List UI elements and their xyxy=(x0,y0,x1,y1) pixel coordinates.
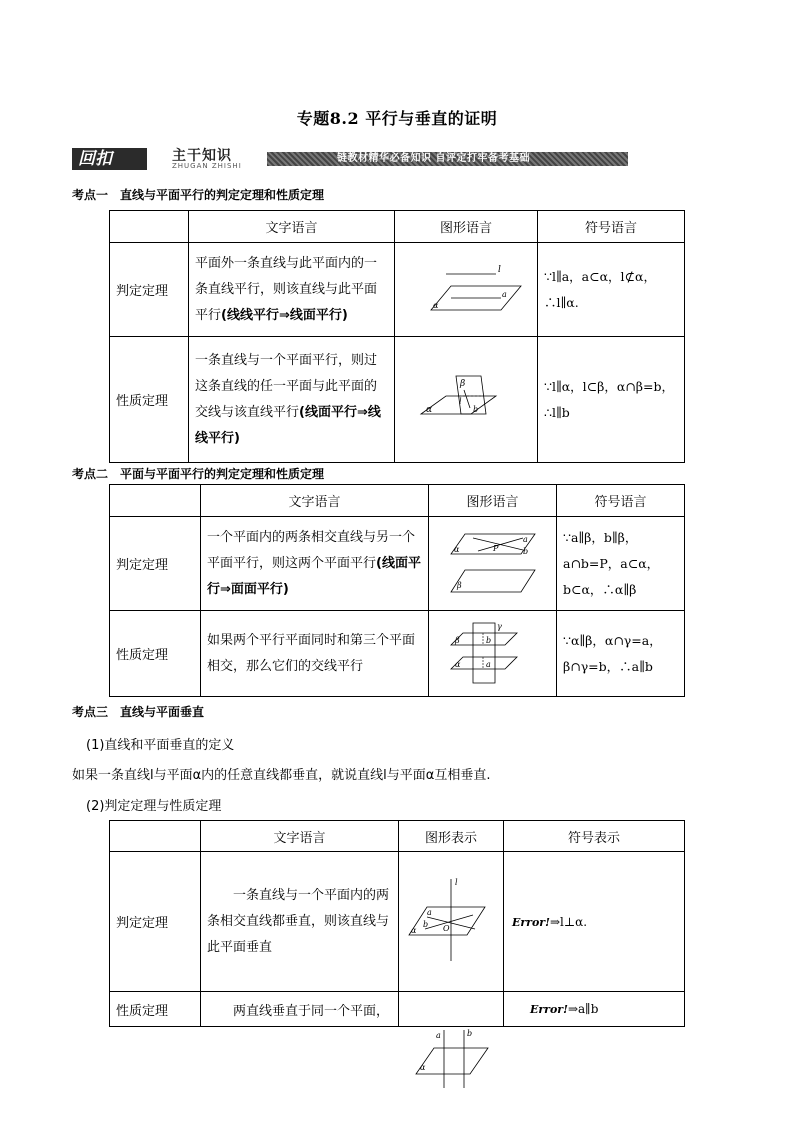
label-beta: β xyxy=(454,635,460,645)
label-b: b xyxy=(522,546,528,556)
label-O: O xyxy=(443,923,450,933)
row-name: 性质定理 xyxy=(110,337,189,463)
label-alpha: α xyxy=(454,659,460,669)
header-figure-lang: 图形语言 xyxy=(429,485,557,517)
label-l: l xyxy=(455,877,458,887)
corner-cell xyxy=(110,821,201,852)
section2-table xyxy=(109,484,685,697)
label-l: l xyxy=(459,396,462,406)
label-P: P xyxy=(492,543,498,553)
section1-table xyxy=(109,210,685,463)
label-a: a xyxy=(485,659,491,669)
label-b: b xyxy=(467,1029,473,1038)
row-symbol: ∵l∥a，a⊂α，l⊄α，∴l∥α. xyxy=(538,243,685,337)
row-name: 性质定理 xyxy=(110,992,201,1027)
banner-main-text: 主干知识 xyxy=(172,148,232,164)
line-plane-parallel-figure xyxy=(406,258,526,318)
row-symbol: ∵a∥β，b∥β，a∩b=P，a⊂α，b⊂α，∴α∥β xyxy=(557,517,685,611)
header-text-lang: 文字语言 xyxy=(189,211,395,243)
row-symbol: ∵α∥β，α∩γ=a，β∩γ=b，∴a∥b xyxy=(557,611,685,697)
figure-cell xyxy=(399,992,504,1027)
label-a: a xyxy=(436,1031,441,1040)
row-name: 判定定理 xyxy=(110,243,189,337)
corner-cell xyxy=(110,211,189,243)
section-banner xyxy=(72,148,628,170)
label-alpha: α xyxy=(420,1063,426,1072)
page-title: 专题8.2 平行与垂直的证明 xyxy=(296,109,498,128)
label-beta: β xyxy=(456,580,462,590)
label-b: b xyxy=(423,919,429,929)
header-symbol-lang: 符号语言 xyxy=(538,211,685,243)
row-symbol: Error!⇒l⊥α. xyxy=(504,852,685,992)
row-name: 判定定理 xyxy=(110,852,201,992)
label-alpha: α xyxy=(426,404,433,415)
row-symbol: ∵l∥α，l⊂β，α∩β=b， ∴l∥b xyxy=(538,337,685,463)
label-alpha: α xyxy=(411,925,417,935)
corner-cell xyxy=(110,485,201,517)
row-text: 如果两个平行平面同时和第三个平面相交，那么它们的交线平行 xyxy=(201,611,429,697)
header-figure-lang: 图形表示 xyxy=(399,821,504,852)
line-plane-property-figure xyxy=(406,368,526,428)
banner-tagline: 链教材精华必备知识 自评定打牢备考基础 xyxy=(337,153,530,164)
figure-cell xyxy=(395,243,538,337)
label-alpha: α xyxy=(453,544,459,554)
row-text: 一条直线与一个平面平行，则过这条直线的任一平面与此平面的交线与该直线平行(线面平行⇒线线平行) xyxy=(189,337,395,463)
section1-heading: 考点一 直线与平面平行的判定定理和性质定理 xyxy=(72,188,325,202)
plane-plane-parallel-figure xyxy=(443,524,543,600)
section3-definition: 如果一条直线l与平面α内的任意直线都垂直，就说直线l与平面α互相垂直. xyxy=(72,768,491,783)
figure-cell xyxy=(399,852,504,992)
label-l: l xyxy=(498,264,501,275)
header-figure-lang: 图形语言 xyxy=(395,211,538,243)
label-beta: β xyxy=(460,378,466,389)
section3-sub1: (1)直线和平面垂直的定义 xyxy=(86,738,235,753)
perpendicular-property-figure xyxy=(412,1026,494,1090)
plane-plane-property-figure xyxy=(443,617,543,687)
row-text: 一个平面内的两条相交直线与另一个平面平行，则这两个平面平行(线面平行⇒面面平行) xyxy=(201,517,429,611)
section2-heading: 考点二 平面与平面平行的判定定理和性质定理 xyxy=(72,467,325,481)
header-text-lang: 文字语言 xyxy=(201,485,429,517)
figure-cell xyxy=(429,517,557,611)
section3-heading: 考点三 直线与平面垂直 xyxy=(72,705,205,719)
row-text: 一条直线与一个平面内的两条相交直线都垂直，则该直线与此平面垂直 xyxy=(201,852,399,992)
label-a: a xyxy=(427,907,432,917)
section3-sub2: (2)判定定理与性质定理 xyxy=(86,799,222,814)
label-a: a xyxy=(522,534,528,544)
section3-table xyxy=(109,820,685,1027)
label-gamma: γ xyxy=(496,621,502,631)
header-symbol-lang: 符号语言 xyxy=(557,485,685,517)
header-text-lang: 文字语言 xyxy=(201,821,399,852)
figure-cell xyxy=(395,337,538,463)
header-symbol-lang: 符号表示 xyxy=(504,821,685,852)
row-text: 两直线垂直于同一个平面， xyxy=(201,992,399,1027)
row-symbol: Error!⇒a∥b xyxy=(504,992,685,1027)
line-plane-perpendicular-figure xyxy=(405,875,497,965)
label-b: b xyxy=(473,404,479,414)
banner-pinyin: ZHUGAN ZHISHI xyxy=(172,162,242,170)
row-name: 性质定理 xyxy=(110,611,201,697)
row-name: 判定定理 xyxy=(110,517,201,611)
label-b: b xyxy=(485,635,491,645)
banner-logo: 回扣 xyxy=(78,149,112,169)
figure-cell xyxy=(429,611,557,697)
label-a: a xyxy=(502,289,507,299)
row-text: 平面外一条直线与此平面内的一条直线平行，则该直线与此平面平行(线线平行⇒线面平行) xyxy=(189,243,395,337)
label-alpha: α xyxy=(433,300,439,310)
